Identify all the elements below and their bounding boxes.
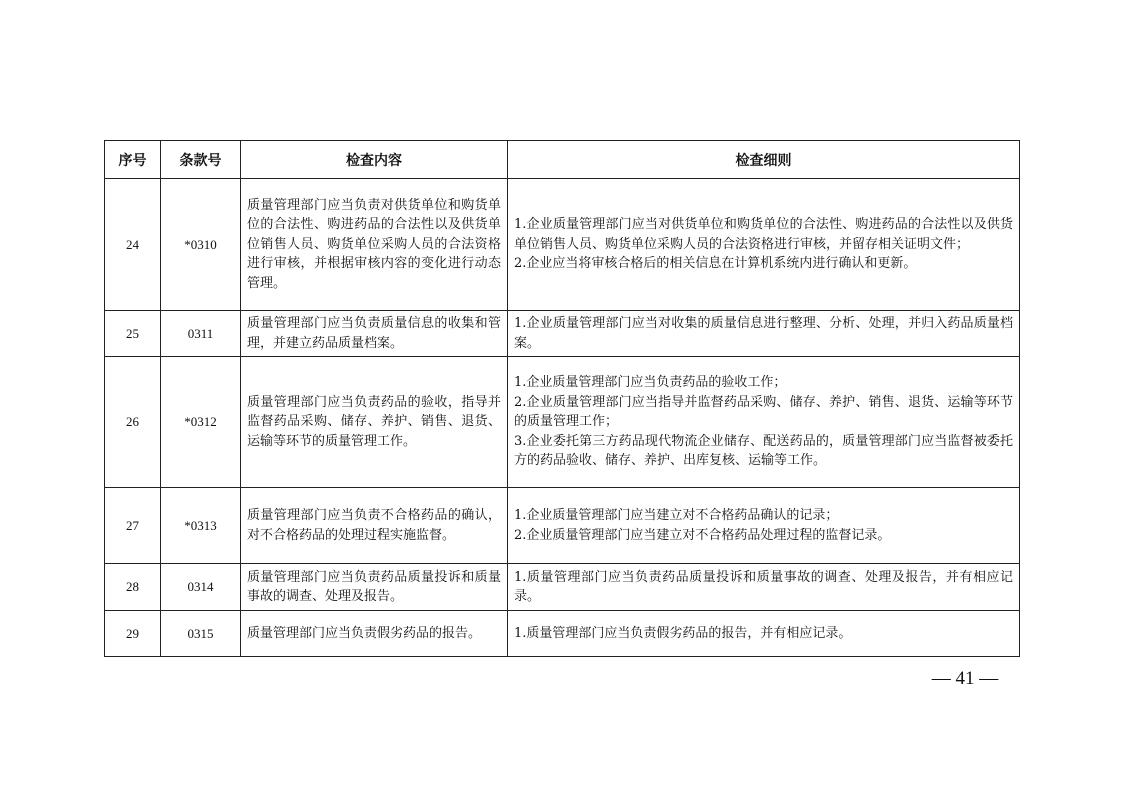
row-clause: 0314: [161, 564, 241, 611]
page-number: — 41 —: [931, 668, 999, 689]
table-row: [105, 357, 1020, 488]
detail-item: 2.企业质量管理部门应当建立对不合格药品处理过程的监督记录。: [514, 527, 891, 543]
row-detail: [508, 357, 1020, 488]
detail-item: 1.企业质量管理部门应当对供货单位和购货单位的合法性、购进药品的合法性以及供货单位销售人员、购货单位采购人员的合法资格进行审核，并留存相关证明文件；: [514, 217, 1013, 252]
detail-item: 1.企业质量管理部门应当建立对不合格药品确认的记录；: [514, 508, 839, 523]
row-seq: 28: [105, 564, 161, 611]
table-row: [105, 611, 1020, 657]
detail-item: 2.企业应当将审核合格后的相关信息在计算机系统内进行确认和更新。: [514, 256, 917, 272]
detail-item: 1.质量管理部门应当负责药品质量投诉和质量事故的调查、处理及报告，并有相应记录。: [514, 569, 1013, 604]
table-body: [105, 179, 1020, 657]
row-seq: 26: [105, 357, 161, 488]
row-content: 质量管理部门应当负责药品质量投诉和质量事故的调查、处理及报告。: [241, 564, 508, 611]
row-content: 质量管理部门应当负责药品的验收，指导并监督药品采购、储存、养护、销售、退货、运输等环节的质量管理工作。: [241, 357, 508, 488]
row-content: 质量管理部门应当负责不合格药品的确认，对不合格药品的处理过程实施监督。: [241, 488, 508, 564]
header-clause: 条款号: [161, 141, 241, 179]
row-seq: 27: [105, 488, 161, 564]
table-row: [105, 564, 1020, 611]
row-detail: [508, 311, 1020, 357]
row-clause: *0313: [161, 488, 241, 564]
row-detail: [508, 488, 1020, 564]
row-seq: 29: [105, 611, 161, 657]
row-seq: 24: [105, 179, 161, 311]
header-seq: 序号: [105, 141, 161, 179]
row-content: 质量管理部门应当负责对供货单位和购货单位的合法性、购进药品的合法性以及供货单位销售人员、购货单位采购人员的合法资格进行审核，并根据审核内容的变化进行动态管理。: [241, 179, 508, 311]
table-header: [105, 141, 1020, 179]
table-row: [105, 179, 1020, 311]
header-row: [105, 141, 1020, 179]
row-clause: 0315: [161, 611, 241, 657]
row-detail: [508, 564, 1020, 611]
detail-item: 3.企业委托第三方药品现代物流企业储存、配送药品的，质量管理部门应当监督被委托方的药品验收、储存、养护、出库复核、运输等工作。: [514, 433, 1013, 469]
row-clause: *0312: [161, 357, 241, 488]
row-seq: 25: [105, 311, 161, 357]
detail-item: 2.企业质量管理部门应当指导并监督药品采购、储存、养护、销售、退货、运输等环节的质量管理工作；: [514, 394, 1013, 430]
row-content: 质量管理部门应当负责质量信息的收集和管理，并建立药品质量档案。: [241, 311, 508, 357]
row-detail: [508, 179, 1020, 311]
row-detail: [508, 611, 1020, 657]
table-row: [105, 488, 1020, 564]
detail-item: 1.企业质量管理部门应当负责药品的验收工作；: [514, 375, 787, 391]
row-content: 质量管理部门应当负责假劣药品的报告。: [241, 611, 508, 657]
table-row: [105, 311, 1020, 357]
row-clause: 0311: [161, 311, 241, 357]
row-clause: *0310: [161, 179, 241, 311]
detail-item: 1.质量管理部门应当负责假劣药品的报告，并有相应记录。: [514, 625, 852, 641]
header-content: 检查内容: [241, 141, 508, 179]
detail-item: 1.企业质量管理部门应当对收集的质量信息进行整理、分析、处理，并归入药品质量档案。: [514, 316, 1013, 351]
inspection-table: [104, 140, 1020, 657]
header-detail: 检查细则: [508, 141, 1020, 179]
